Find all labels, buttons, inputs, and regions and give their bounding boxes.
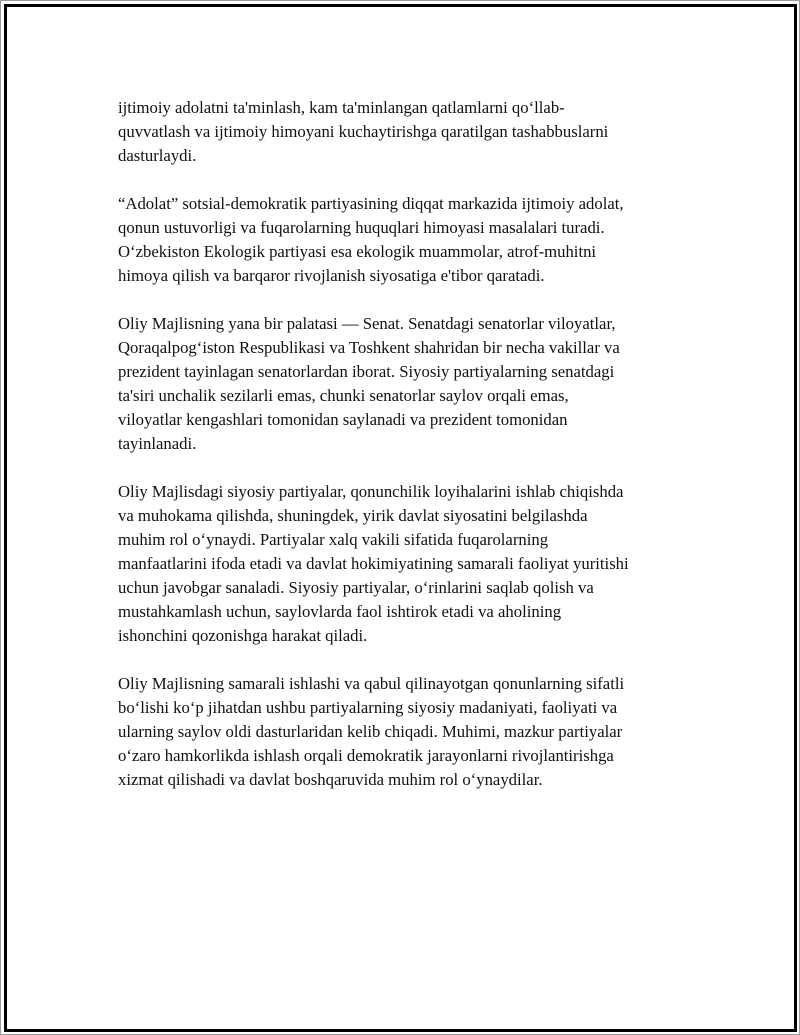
paragraph-line: ularning saylov oldi dasturlaridan kelib chiqadi. Muhimi, mazkur partiyalar: [118, 722, 623, 741]
paragraph-line: tayinlanadi.: [118, 434, 197, 453]
paragraph-line: bo‘lishi ko‘p jihatdan ushbu partiyalarning siyosiy madaniyati, faoliyati va: [118, 698, 618, 717]
paragraph-line: uchun javobgar sanaladi. Siyosiy partiyalar, o‘rinlarini saqlab qolish va: [118, 578, 594, 597]
paragraph-line: viloyatlar kengashlari tomonidan saylanadi va prezident tomonidan: [118, 410, 568, 429]
paragraph-line: ijtimoiy adolatni ta'minlash, kam ta'minlangan qatlamlarni qo‘llab-: [118, 98, 565, 117]
paragraph-line: Qoraqalpog‘iston Respublikasi va Toshkent shahridan bir necha vakillar va: [118, 338, 620, 357]
paragraph-line: manfaatlarini ifoda etadi va davlat hokimiyatining samarali faoliyat yuritishi: [118, 554, 629, 573]
paragraph-line: Oliy Majlisdagi siyosiy partiyalar, qonunchilik loyihalarini ishlab chiqishda: [118, 482, 624, 501]
paragraph-conclusion: [118, 672, 703, 792]
document-body: [118, 96, 703, 816]
paragraph-line: mustahkamlash uchun, saylovlarda faol ishtirok etadi va aholining: [118, 602, 562, 621]
paragraph-senate: [118, 312, 703, 456]
paragraph-line: “Adolat” sotsial-demokratik partiyasining diqqat markazida ijtimoiy adolat,: [118, 194, 624, 213]
paragraph-line: dasturlaydi.: [118, 146, 197, 165]
paragraph-adolat-party: [118, 192, 703, 288]
paragraph-line: va muhokama qilishda, shuningdek, yirik davlat siyosatini belgilashda: [118, 506, 588, 525]
paragraph-line: himoya qilish va barqaror rivojlanish siyosatiga e'tibor qaratadi.: [118, 266, 545, 285]
paragraph-line: prezident tayinlagan senatorlardan iborat. Siyosiy partiyalarning senatdagi: [118, 362, 615, 381]
paragraph-line: O‘zbekiston Ekologik partiyasi esa ekologik muammolar, atrof-muhitni: [118, 242, 597, 261]
paragraph-line: qonun ustuvorligi va fuqarolarning huquqlari himoyasi masalalari turadi.: [118, 218, 605, 237]
paragraph-line: ishonchini qozonishga harakat qiladi.: [118, 626, 368, 645]
paragraph-line: o‘zaro hamkorlikda ishlash orqali demokratik jarayonlarni rivojlantirishga: [118, 746, 614, 765]
paragraph-line: ta'siri unchalik sezilarli emas, chunki senatorlar saylov orqali emas,: [118, 386, 569, 405]
paragraph-line: muhim rol o‘ynaydi. Partiyalar xalq vakili sifatida fuqarolarning: [118, 530, 549, 549]
paragraph-line: Oliy Majlisning yana bir palatasi — Senat. Senatdagi senatorlar viloyatlar,: [118, 314, 616, 333]
paragraph-line: Oliy Majlisning samarali ishlashi va qabul qilinayotgan qonunlarning sifatli: [118, 674, 625, 693]
paragraph-line: quvvatlash va ijtimoiy himoyani kuchaytirishga qaratilgan tashabbuslarni: [118, 122, 609, 141]
paragraph-social-justice: [118, 96, 703, 168]
paragraph-parliament-parties: [118, 480, 703, 648]
paragraph-line: xizmat qilishadi va davlat boshqaruvida muhim rol o‘ynaydilar.: [118, 770, 543, 789]
